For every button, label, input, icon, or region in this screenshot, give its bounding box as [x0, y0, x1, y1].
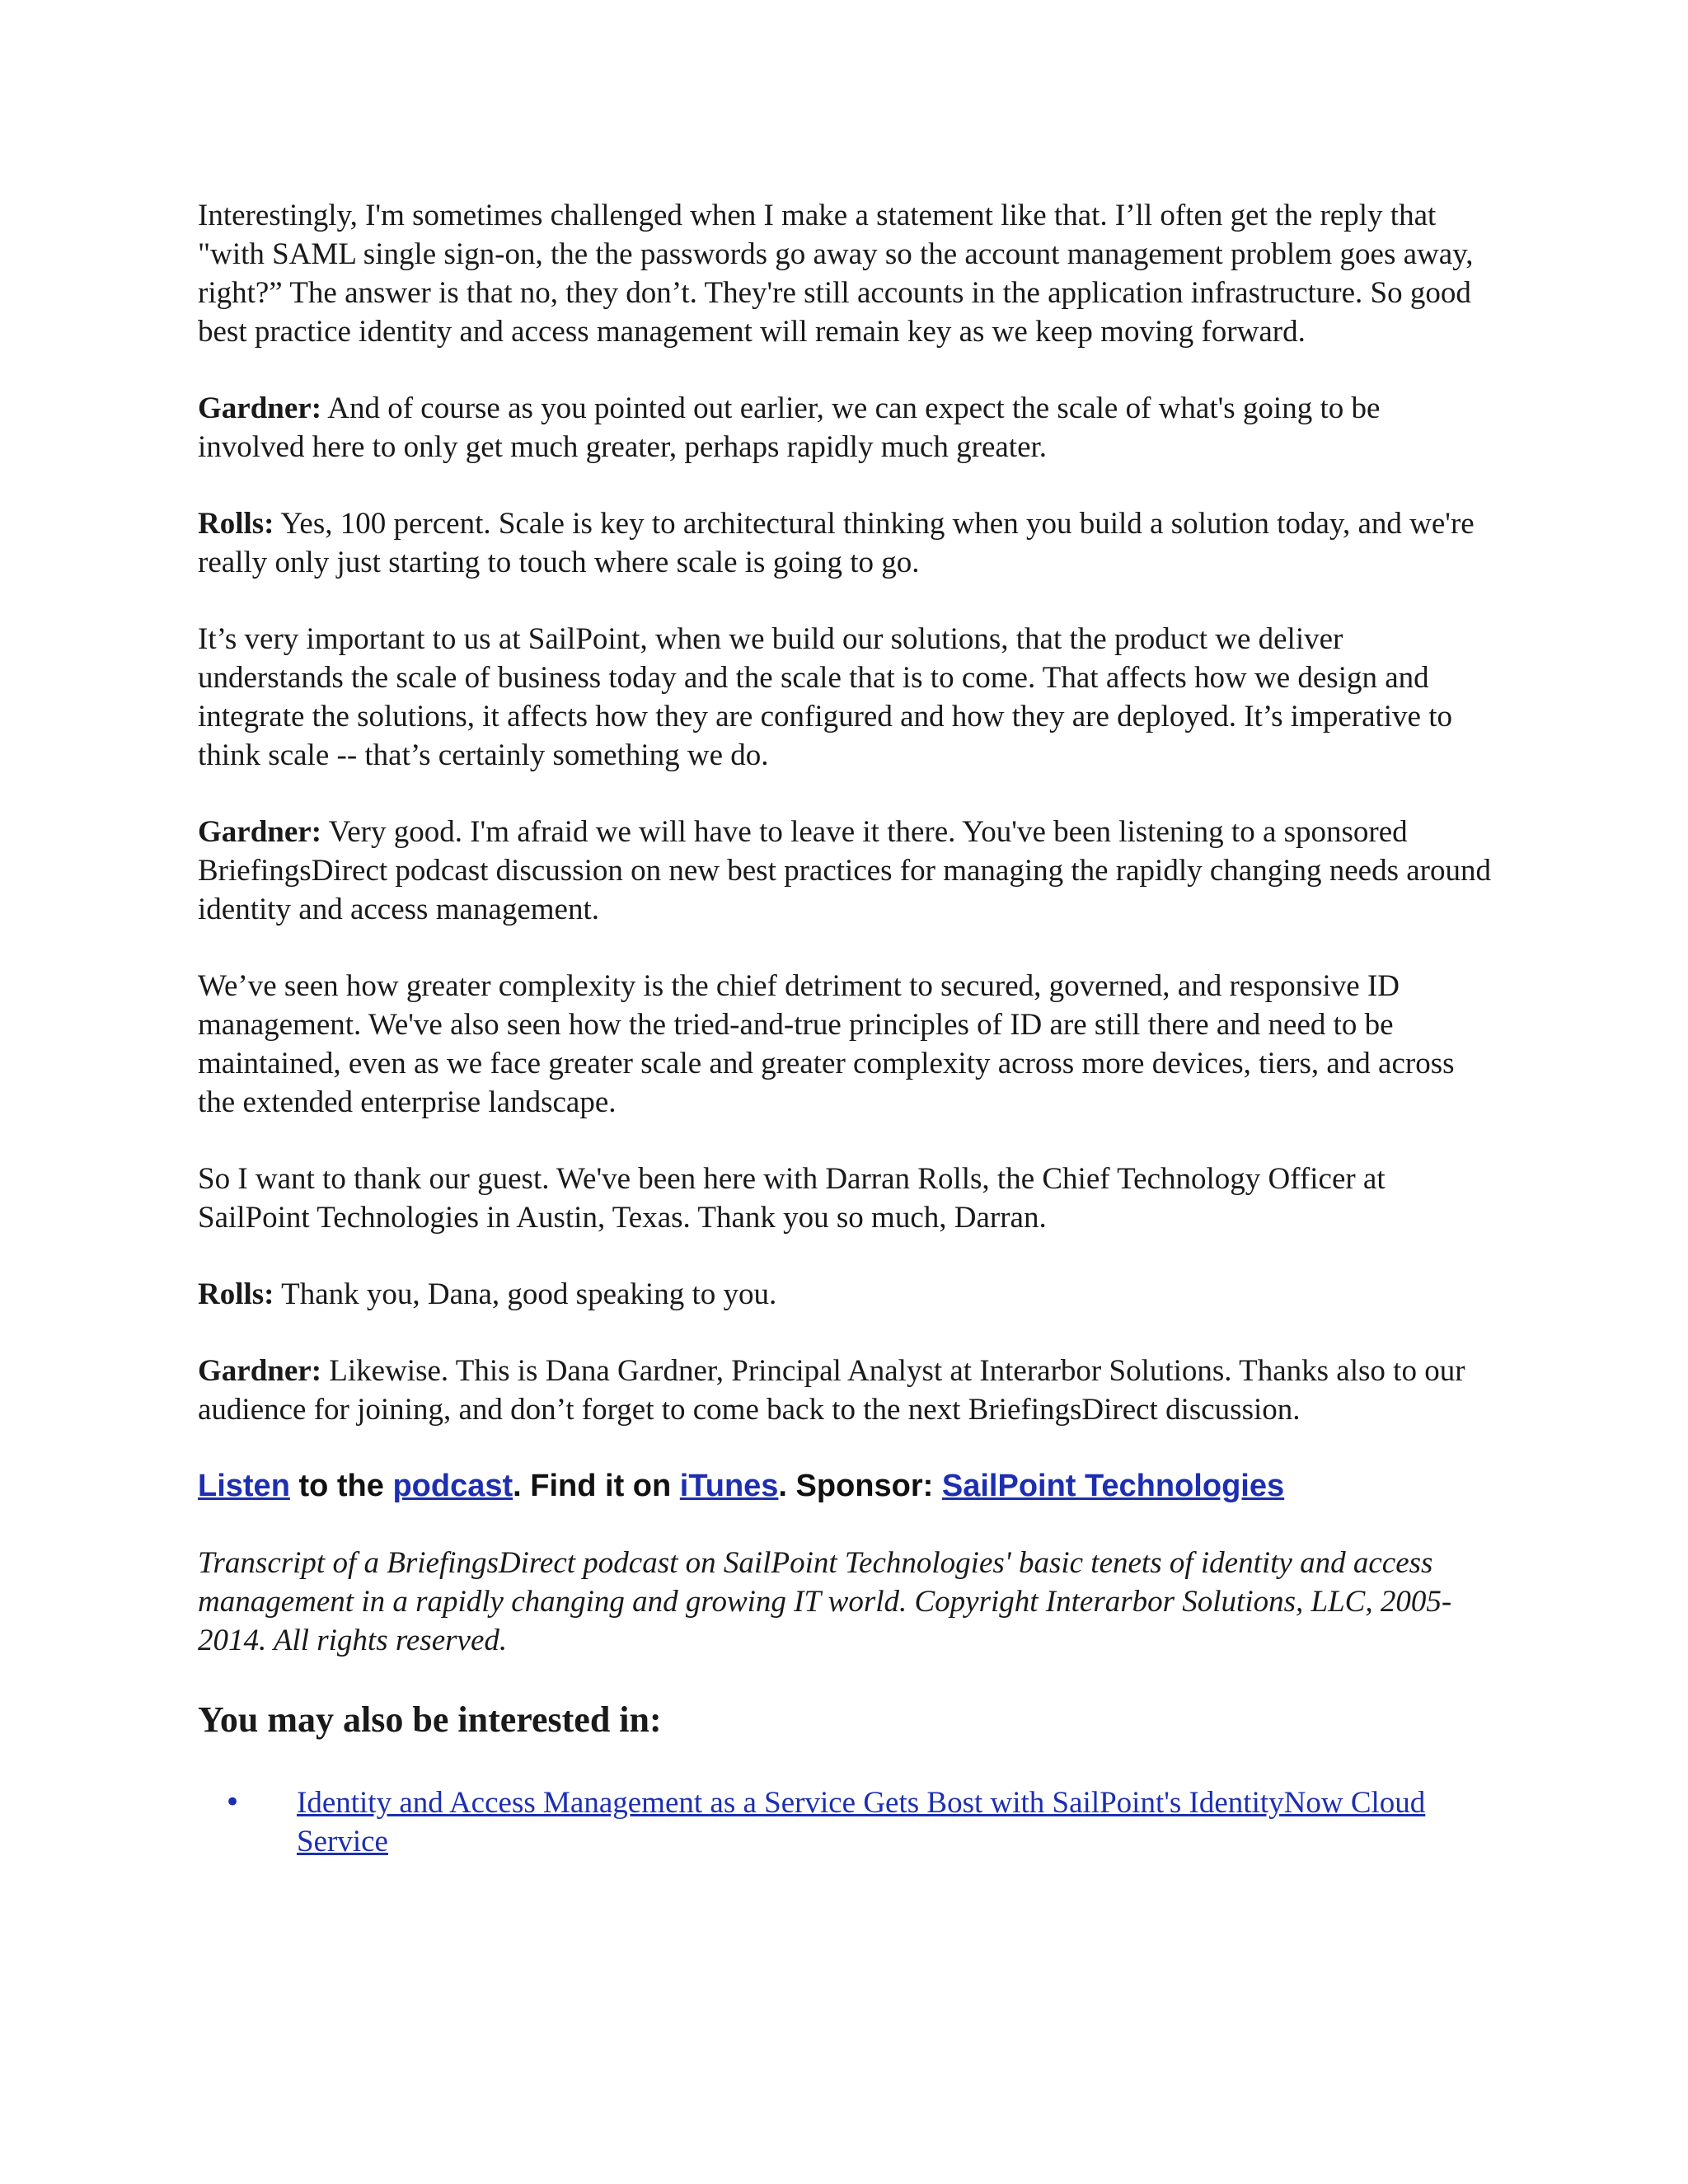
paragraph-text: We’ve seen how greater complexity is the chief detriment to secured, governed, and responsive ID management. We've also seen how the tried-and-true principles of ID are still there and need to be maintained, even as we face greater scale and greater complexity across more devices, tiers, and across the extended enterprise landscape.: [198, 969, 1455, 1119]
paragraph-9: [198, 1352, 1492, 1429]
speaker-name: Gardner:: [198, 815, 322, 849]
speaker-name: Rolls:: [198, 507, 274, 541]
paragraph-1: [198, 196, 1492, 351]
links-text-to-the: to the: [289, 1469, 393, 1503]
paragraph-2: [198, 389, 1492, 466]
bullet-icon: •: [224, 1786, 241, 1819]
paragraph-text: It’s very important to us at SailPoint, when we build our solutions, that the product we deliver understands the scale of business today and the scale that is to come. That affects how we design and integrate the solutions, it affects how they are configured and how they are deployed. It’s imperative to think scale -- that’s certainly something we do.: [198, 622, 1453, 772]
paragraph-7: [198, 1160, 1492, 1237]
related-list: [198, 1783, 1492, 1861]
related-link[interactable]: Identity and Access Management as a Service Gets Bost with SailPoint's IdentityNow Cloud Service: [297, 1786, 1426, 1858]
links-text-sponsor: . Sponsor:: [778, 1469, 942, 1503]
paragraph-5: [198, 813, 1492, 929]
paragraph-text: And of course as you pointed out earlier, we can expect the scale of what's going to be involved here to only get much greater, perhaps rapidly much greater.: [198, 391, 1381, 464]
speaker-name: Gardner:: [198, 391, 322, 425]
speaker-name: Gardner:: [198, 1354, 322, 1388]
paragraph-8: [198, 1275, 1492, 1314]
paragraph-text: Very good. I'm afraid we will have to leave it there. You've been listening to a sponsored BriefingsDirect podcast discussion on new best practices for managing the rapidly changing needs around identity and access management.: [198, 815, 1491, 926]
related-heading: You may also be interested in:: [198, 1699, 662, 1740]
paragraph-text: So I want to thank our guest. We've been here with Darran Rolls, the Chief Technology Officer at SailPoint Technologies in Austin, Texas. Thank you so much, Darran.: [198, 1162, 1386, 1235]
document-page: [198, 196, 1492, 1861]
transcript-note: Transcript of a BriefingsDirect podcast on SailPoint Technologies' basic tenets of identity and access management in a rapidly changing and growing IT world. Copyright Interarbor Solutions, LLC, 2005-2014. All rights reserved.: [198, 1546, 1452, 1657]
podcast-link[interactable]: podcast: [392, 1469, 513, 1503]
paragraph-4: [198, 620, 1492, 775]
paragraph-text: Interestingly, I'm sometimes challenged when I make a statement like that. I’ll often get the reply that "with SAML single sign-on, the the passwords go away so the account management problem goes away, right?” The answer is that no, they don’t. They're still accounts in the application infrastructure. So good best practice identity and access management will remain key as we keep moving forward.: [198, 199, 1474, 349]
sponsor-link[interactable]: SailPoint Technologies: [941, 1469, 1285, 1503]
paragraph-text: Yes, 100 percent. Scale is key to architectural thinking when you build a solution today, and we're really only just starting to touch where scale is going to go.: [198, 507, 1475, 579]
list-item: [198, 1783, 1492, 1861]
paragraph-text: Likewise. This is Dana Gardner, Principal Analyst at Interarbor Solutions. Thanks also to our audience for joining, and don’t forget to come back to the next BriefingsDirect discussion.: [198, 1354, 1465, 1427]
paragraph-3: [198, 504, 1492, 582]
podcast-links-line: [198, 1467, 1492, 1506]
links-text-find-it-on: . Find it on: [513, 1469, 680, 1503]
itunes-link[interactable]: iTunes: [679, 1469, 779, 1503]
listen-link[interactable]: Listen: [198, 1469, 290, 1503]
paragraph-text: Thank you, Dana, good speaking to you.: [281, 1277, 777, 1311]
paragraph-6: [198, 967, 1492, 1122]
speaker-name: Rolls:: [198, 1277, 274, 1311]
